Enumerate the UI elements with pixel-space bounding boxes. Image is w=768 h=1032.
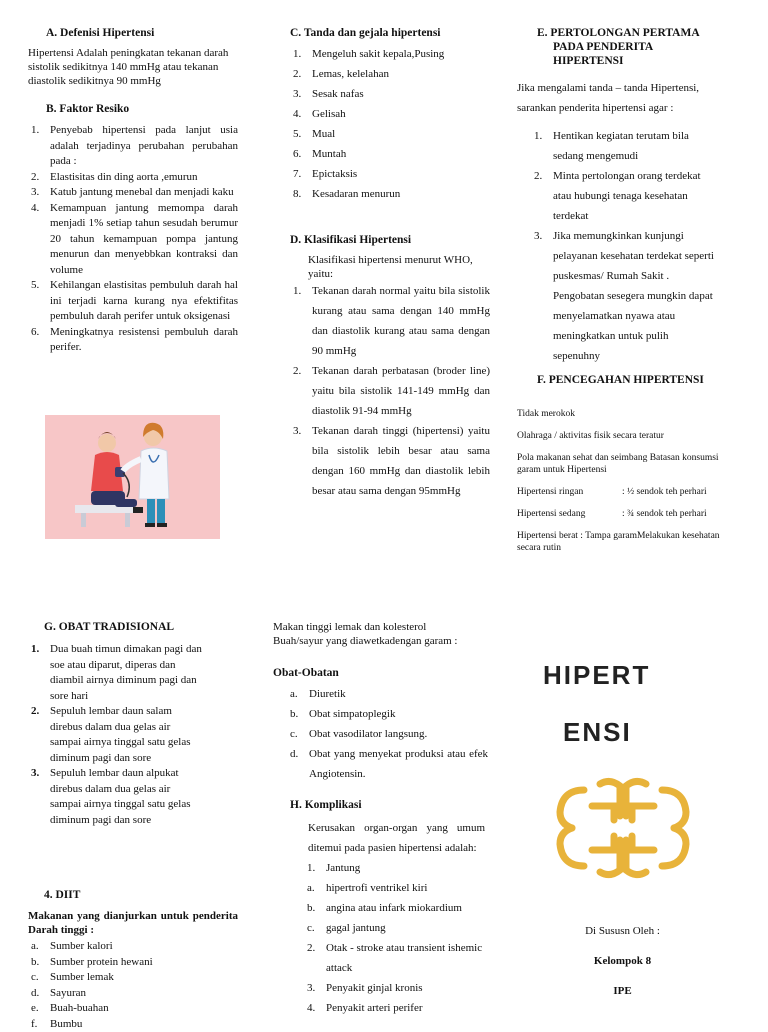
list-item-text: Penyakit arteri perifer [326,1002,423,1014]
diet-item [28,1001,238,1017]
list-item-number: 2. [31,170,39,186]
symptom-item [290,147,490,161]
list-item-text: Epictaksis [312,168,357,180]
diit-list [28,939,238,1032]
list-item-number: 3. [293,421,301,441]
section-foods-avoid [273,620,488,648]
list-item-text: Minta pertolongan orang terdekat atau hubungi tenaga kesehatan terdekat [553,170,701,222]
section-e-title: E. PERTOLONGAN PERTAMA PADA PENDERITA HIPERTENSI [537,26,717,68]
list-item-text: Otak - stroke atau transient ishemic attack [326,942,482,974]
list-item-number: 2. [293,67,301,81]
list-item-text: Lemas, kelelahan [312,68,389,80]
list-item-text: Mual [312,128,335,140]
list-item-number: b. [307,898,315,918]
medicine-item [287,724,488,744]
section-g [28,620,238,828]
medicine-item [287,684,488,704]
section-obat [273,666,488,784]
section-h-intro: Kerusakan organ-organ yang umum ditemui pada pasien hipertensi adalah: [290,818,485,858]
illustration-svg [45,415,220,539]
list-item-number: c. [307,918,315,938]
section-f-rows [517,486,722,520]
list-item-text: Katub jantung menebal dan menjadi kaku [50,186,234,198]
list-item-number: 3. [307,978,315,998]
cover-ipe: IPE [540,984,705,998]
section-f [537,373,737,387]
cover-by: Di Sususn Oleh : [540,924,705,938]
symptom-item [290,167,490,181]
section-f-body [517,408,722,554]
diet-item [28,986,238,1002]
list-item-number: 7. [293,167,301,181]
list-item-number: c. [31,970,39,986]
list-item-number: 5. [31,278,39,294]
salt-limit-value: : ½ sendok teh perhari [622,486,707,498]
cover-logo-svg [554,776,692,880]
cover-credits [540,924,705,998]
doctor-patient-illustration [45,415,220,539]
section-d-intro: Klasifikasi hipertensi menurut WHO, yaitu: [290,253,490,281]
section-b-title: B. Faktor Resiko [28,102,238,116]
section-d [290,233,490,501]
section-a [28,26,238,88]
prevention-line: Tidak merokok [517,408,722,420]
list-item-text: Sayuran [50,987,86,999]
list-item-number: 4. [31,201,39,217]
list-item-text: Sepuluh lembar daun alpukat direbus dalam dua gelas air sampai airnya tinggal satu gelas diminum pagi dan sore [50,767,191,826]
complication-item [304,878,485,898]
list-item-text: Kehilangan elastisitas pembuluh darah hal ini terjadi karna kurang nya efektifitas pembuluh darah perifer untuk oksigenasi [50,279,238,322]
symptom-item [290,127,490,141]
traditional-remedy-item [28,642,203,704]
list-item-text: Jantung [326,862,360,874]
list-item-text: Tekanan darah normal yaitu bila sistolik kurang atau sama dengan 140 mmHg dan diastolik kurang atau sama dengan 90 mmHg [312,285,490,357]
list-item-text: Obat simpatoplegik [309,708,395,720]
list-item-text: hipertrofi ventrikel kiri [326,882,427,894]
list-item-text: Muntah [312,148,346,160]
first-aid-item [531,226,717,366]
salt-limit-label: Hipertensi ringan [517,486,622,498]
list-item-number: 3. [293,87,301,101]
list-item-number: e. [31,1001,39,1017]
diet-item [28,955,238,971]
list-item-number: 1. [293,281,301,301]
list-item-text: Bumbu [50,1018,82,1030]
symptom-item [290,107,490,121]
cover-logo-icon [554,776,692,885]
symptom-item [290,187,490,201]
first-aid-item [531,126,717,166]
list-item-text: Sumber protein hewani [50,956,153,968]
diit-title: 4. DIIT [28,888,238,902]
medicine-item [287,744,488,784]
list-item-number: 5. [293,127,301,141]
cover-group: Kelompok 8 [540,954,705,968]
salt-limit-value: : ¾ sendok teh perhari [622,508,707,520]
classification-item [290,361,490,421]
risk-factor-item [28,170,238,186]
list-item-text: Kemampuan jantung memompa darah menjadi 1% setiap tahun sesudah berumur 20 tahun kemampuan pompa jantung menurun dan menyebbkan kontraksi dan volume [50,202,238,276]
list-item-text: Obat yang menyekat produksi atau efek Angiotensin. [309,748,488,780]
section-a-text: Hipertensi Adalah peningkatan tekanan darah sistolik sedikitnya 140 mmHg atau tekanan diastolik sedikitnya 90 mmHg [28,46,238,88]
classification-item [290,421,490,501]
list-item-number: 4. [293,107,301,121]
list-item-number: 1. [307,858,315,878]
list-item-number: 2. [31,704,39,720]
section-f-lines [517,408,722,476]
section-g-title: G. OBAT TRADISIONAL [28,620,238,634]
list-item-number: d. [31,986,39,1002]
list-item-number: 3. [534,226,542,246]
section-f-title: F. PENCEGAHAN HIPERTENSI [537,373,737,387]
classification-item [290,281,490,361]
list-item-number: f. [31,1017,37,1032]
diet-item [28,939,238,955]
list-item-number: 3. [31,766,39,782]
section-d-list [290,281,490,501]
section-c-title: C. Tanda dan gejala hipertensi [290,26,490,40]
list-item-text: Sepuluh lembar daun salam direbus dalam dua gelas air sampai airnya tinggal satu gelas diminum pagi dan sore [50,705,191,764]
list-item-text: Meningkatnya resistensi pembuluh darah perifer. [50,326,238,354]
complication-item [304,978,485,998]
list-item-number: 4. [307,998,315,1018]
list-item-text: Jika memungkinkan kunjungi pelayanan kesehatan terdekat seperti puskesmas/ Rumah Sakit . Pengobatan sesegera mungkin dapat menyelamatkan nyawa atau meningkatkan untuk pulih sepenuhny [553,230,714,362]
section-e-body [517,78,717,366]
medicine-item [287,704,488,724]
risk-factor-item [28,325,238,356]
risk-factor-item [28,185,238,201]
list-item-number: d. [290,744,298,764]
list-item-text: Sesak nafas [312,88,364,100]
section-g-list [28,642,203,828]
complication-item [304,918,485,938]
complication-item [304,998,485,1018]
list-item-text: Buah-buahan [50,1002,109,1014]
list-item-text: Sumber kalori [50,940,113,952]
list-item-number: 6. [31,325,39,341]
list-item-text: gagal jantung [326,922,386,934]
prevention-line: Olahraga / aktivitas fisik secara teratur [517,430,722,442]
symptom-item [290,87,490,101]
list-item-number: 1. [31,642,39,658]
section-diit [28,888,238,1032]
list-item-text: Gelisah [312,108,346,120]
section-b-list [28,123,238,356]
list-item-text: Obat vasodilator langsung. [309,728,427,740]
list-item-text: Mengeluh sakit kepala,Pusing [312,48,444,60]
list-item-text: Hentikan kegiatan terutam bila sedang mengemudi [553,130,689,162]
list-item-text: Elastisitas din ding aorta ,emurun [50,171,198,183]
list-item-text: Tekanan darah perbatasan (broder line) yaitu bila sistolik 141-149 mmHg dan diastolik 91-94 mmHg [312,365,490,417]
section-f-last: Hipertensi berat : Tampa garamMelakukan kesehatan secara rutin [517,530,722,554]
risk-factor-item [28,278,238,325]
list-item-number: 2. [534,166,542,186]
list-item-text: Diuretik [309,688,346,700]
salt-limit-row [517,508,722,520]
traditional-remedy-item [28,766,203,828]
avoid-line-1: Makan tinggi lemak dan kolesterol [273,620,488,634]
list-item-number: a. [307,878,315,898]
list-item-number: 6. [293,147,301,161]
section-h-title: H. Komplikasi [290,798,485,812]
section-b [28,102,238,356]
complication-item [304,898,485,918]
first-aid-item [531,166,717,226]
list-item-number: a. [290,684,298,704]
diit-subtitle: Makanan yang dianjurkan untuk penderita Darah tinggi : [28,909,238,937]
section-c-list [290,47,490,201]
complication-item [304,938,485,978]
section-d-title: D. Klasifikasi Hipertensi [290,233,490,247]
salt-limit-label: Hipertensi sedang [517,508,622,520]
section-h-list [290,858,485,1018]
section-h [290,798,485,1018]
traditional-remedy-item [28,704,203,766]
salt-limit-row [517,486,722,498]
prevention-line: Pola makanan sehat dan seimbang Batasan konsumsi garam untuk Hipertensi [517,452,722,476]
list-item-number: 8. [293,187,301,201]
avoid-line-2: Buah/sayur yang diawetkadengan garam : [273,634,488,648]
section-e-list [517,126,717,366]
list-item-text: Tekanan darah tinggi (hipertensi) yaitu bila sistolik lebih besar atau sama dengan 160 mmHg dan diastolik lebih besar atau sama dengan 95mmHg [312,425,490,497]
section-e-intro: Jika mengalami tanda – tanda Hipertensi, sarankan penderita hipertensi agar : [517,78,717,118]
symptom-item [290,47,490,61]
section-c [290,26,490,207]
list-item-number: 1. [534,126,542,146]
list-item-number: 2. [307,938,315,958]
list-item-number: b. [31,955,39,971]
cover-title-line2: ENSI [563,717,632,748]
section-e [537,26,717,68]
list-item-text: Penyakit ginjal kronis [326,982,423,994]
list-item-number: 2. [293,361,301,381]
list-item-number: 1. [31,123,39,139]
list-item-number: b. [290,704,298,724]
list-item-number: 1. [293,47,301,61]
obat-list [273,684,488,784]
obat-title: Obat-Obatan [273,666,488,680]
symptom-item [290,67,490,81]
list-item-text: Dua buah timun dimakan pagi dan soe atau diparut, diperas dan diambil airnya diminum pagi dan sore hari [50,643,202,702]
list-item-text: Penyebab hipertensi pada lanjut usia adalah terjadinya perubahan perubahan pada : [50,124,238,167]
risk-factor-item [28,123,238,170]
list-item-text: Sumber lemak [50,971,114,983]
list-item-text: Kesadaran menurun [312,188,400,200]
list-item-text: angina atau infark miokardium [326,902,462,914]
list-item-number: c. [290,724,298,744]
diet-item [28,970,238,986]
diet-item [28,1017,238,1032]
complication-item [304,858,485,878]
section-a-title: A. Defenisi Hipertensi [28,26,238,40]
list-item-number: 3. [31,185,39,201]
cover-title-line1: HIPERT [543,660,650,691]
list-item-number: a. [31,939,39,955]
risk-factor-item [28,201,238,279]
